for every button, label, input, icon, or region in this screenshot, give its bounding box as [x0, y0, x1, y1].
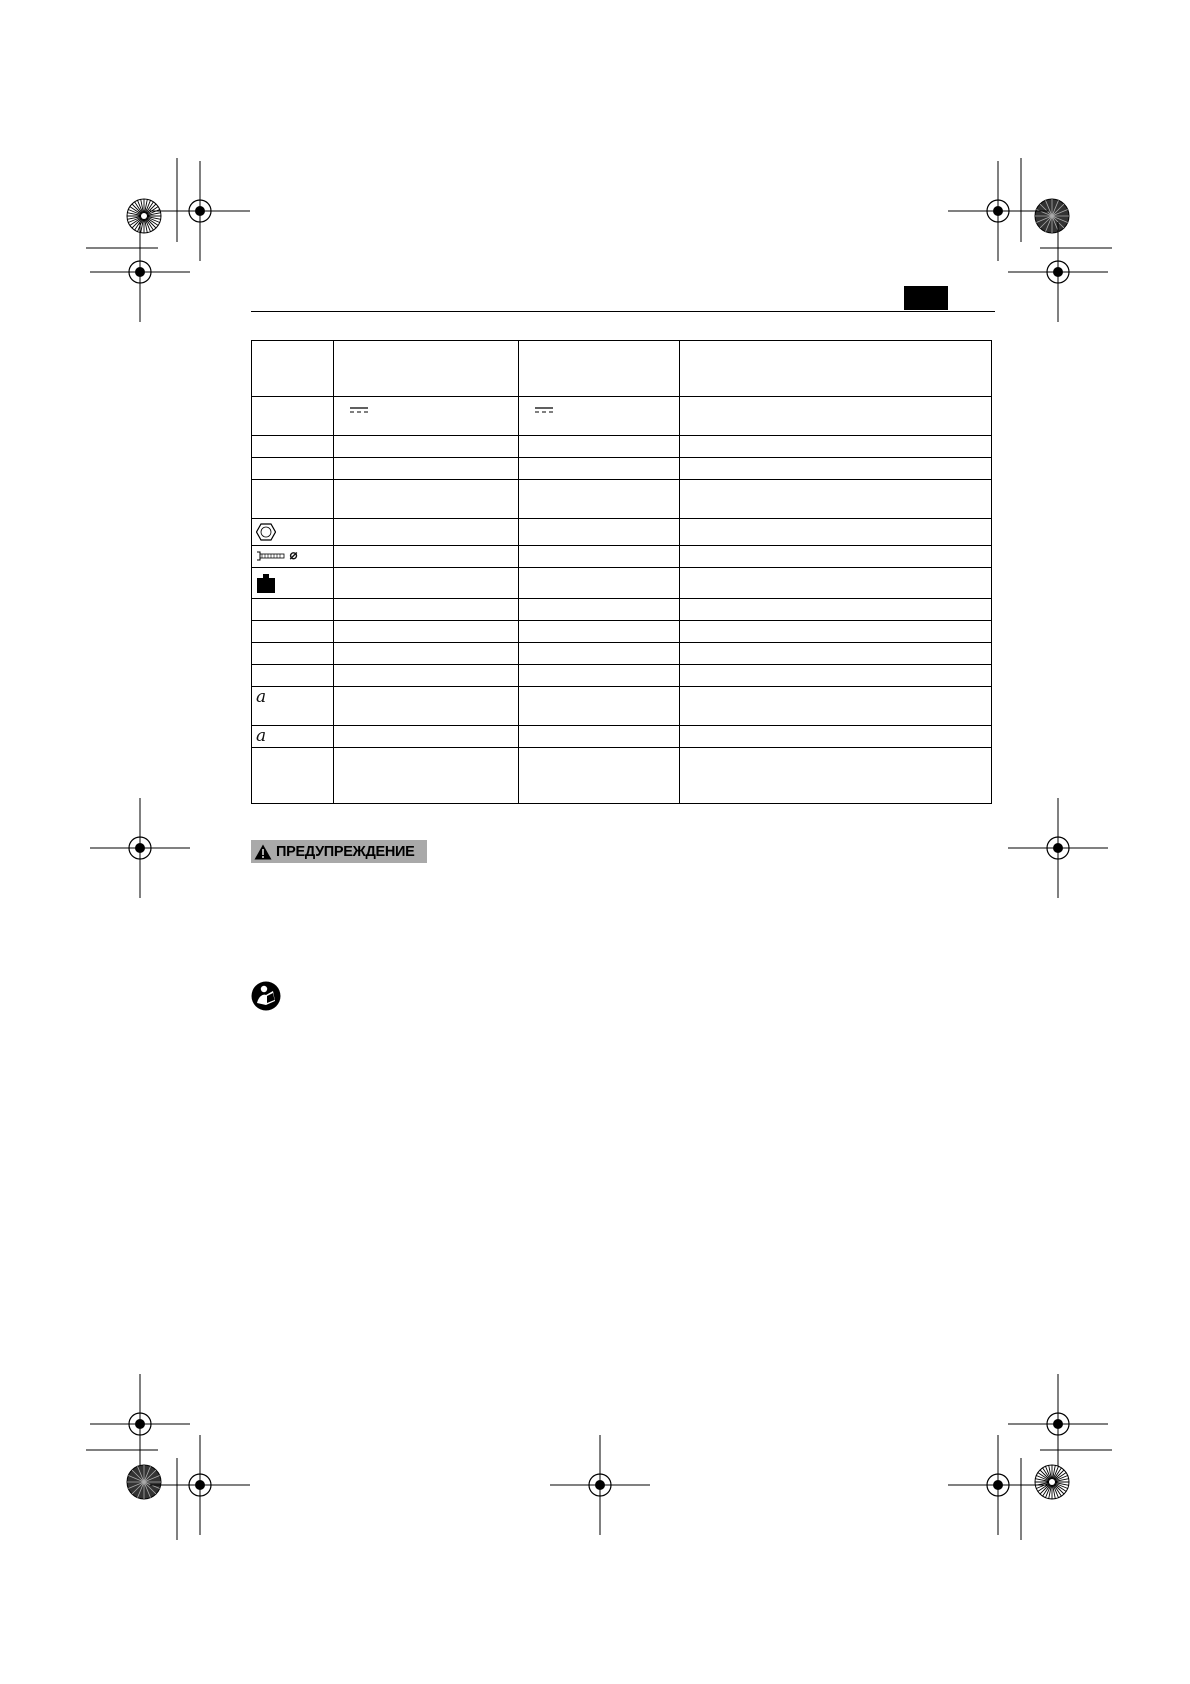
table-row — [252, 687, 992, 726]
table-cell — [680, 726, 992, 748]
table-row — [252, 621, 992, 643]
table-cell — [519, 436, 680, 458]
table-row — [252, 665, 992, 687]
table-cell — [680, 397, 992, 436]
table-cell — [252, 568, 334, 599]
table-cell — [680, 643, 992, 665]
warning-triangle-icon — [254, 844, 272, 860]
table-cell — [680, 436, 992, 458]
table-row — [252, 546, 992, 568]
table-cell — [252, 599, 334, 621]
warning-banner — [251, 840, 427, 863]
table-cell — [680, 546, 992, 568]
table-cell — [334, 568, 519, 599]
table-cell — [252, 748, 334, 804]
table-cell — [334, 436, 519, 458]
table-cell — [519, 568, 680, 599]
table-cell — [680, 341, 992, 397]
table-cell — [519, 546, 680, 568]
table-cell — [680, 568, 992, 599]
table-cell — [680, 519, 992, 546]
table-cell — [519, 458, 680, 480]
table-cell — [680, 748, 992, 804]
table-cell — [334, 599, 519, 621]
table-row — [252, 397, 992, 436]
table-cell — [252, 397, 334, 436]
table-cell — [334, 748, 519, 804]
table-cell — [334, 480, 519, 519]
warning-label: ПРЕДУПРЕЖДЕНИЕ — [276, 843, 415, 860]
table-cell — [334, 726, 519, 748]
table-cell — [519, 726, 680, 748]
table-row — [252, 599, 992, 621]
table-row — [252, 458, 992, 480]
table-cell — [334, 341, 519, 397]
table-cell — [252, 436, 334, 458]
table-row — [252, 436, 992, 458]
table-cell — [334, 397, 519, 436]
table-cell — [252, 643, 334, 665]
table-cell — [334, 621, 519, 643]
table-cell — [252, 687, 334, 726]
table-row — [252, 643, 992, 665]
table-cell — [519, 665, 680, 687]
table-cell — [519, 643, 680, 665]
table-row — [252, 480, 992, 519]
table-row — [252, 726, 992, 748]
table-cell — [680, 458, 992, 480]
table-cell — [519, 599, 680, 621]
table-cell — [334, 687, 519, 726]
table-cell — [334, 546, 519, 568]
table-cell — [519, 480, 680, 519]
table-cell — [334, 665, 519, 687]
table-cell — [252, 458, 334, 480]
table-cell — [334, 519, 519, 546]
table-cell — [252, 480, 334, 519]
table-cell — [519, 748, 680, 804]
table-cell — [680, 687, 992, 726]
table-row — [252, 519, 992, 546]
table-cell — [334, 643, 519, 665]
screw-icon — [256, 550, 286, 562]
dc-symbol-icon — [350, 406, 368, 414]
table-cell — [252, 546, 334, 568]
read-manual-icon — [251, 981, 281, 1011]
weight-icon — [256, 572, 276, 594]
table-cell — [252, 519, 334, 546]
dc-symbol-icon — [535, 406, 553, 414]
table-cell — [252, 726, 334, 748]
table-cell — [680, 665, 992, 687]
table-cell — [519, 621, 680, 643]
table-row — [252, 341, 992, 397]
acceleration-symbol: a — [256, 687, 267, 707]
table-cell — [680, 621, 992, 643]
header-rule — [251, 311, 995, 312]
table-cell — [680, 599, 992, 621]
table-cell — [519, 687, 680, 726]
table-cell — [519, 519, 680, 546]
table-cell — [680, 480, 992, 519]
table-cell — [519, 341, 680, 397]
acceleration-symbol: a — [256, 726, 267, 746]
specifications-table — [251, 340, 992, 804]
table-row — [252, 748, 992, 804]
table-row — [252, 568, 992, 599]
table-cell — [519, 397, 680, 436]
table-cell — [252, 665, 334, 687]
language-tab — [904, 286, 948, 310]
table-cell — [252, 621, 334, 643]
diameter-symbol: ⌀ — [289, 547, 298, 562]
table-cell — [252, 341, 334, 397]
table-cell — [334, 458, 519, 480]
hex-nut-icon — [256, 523, 276, 541]
